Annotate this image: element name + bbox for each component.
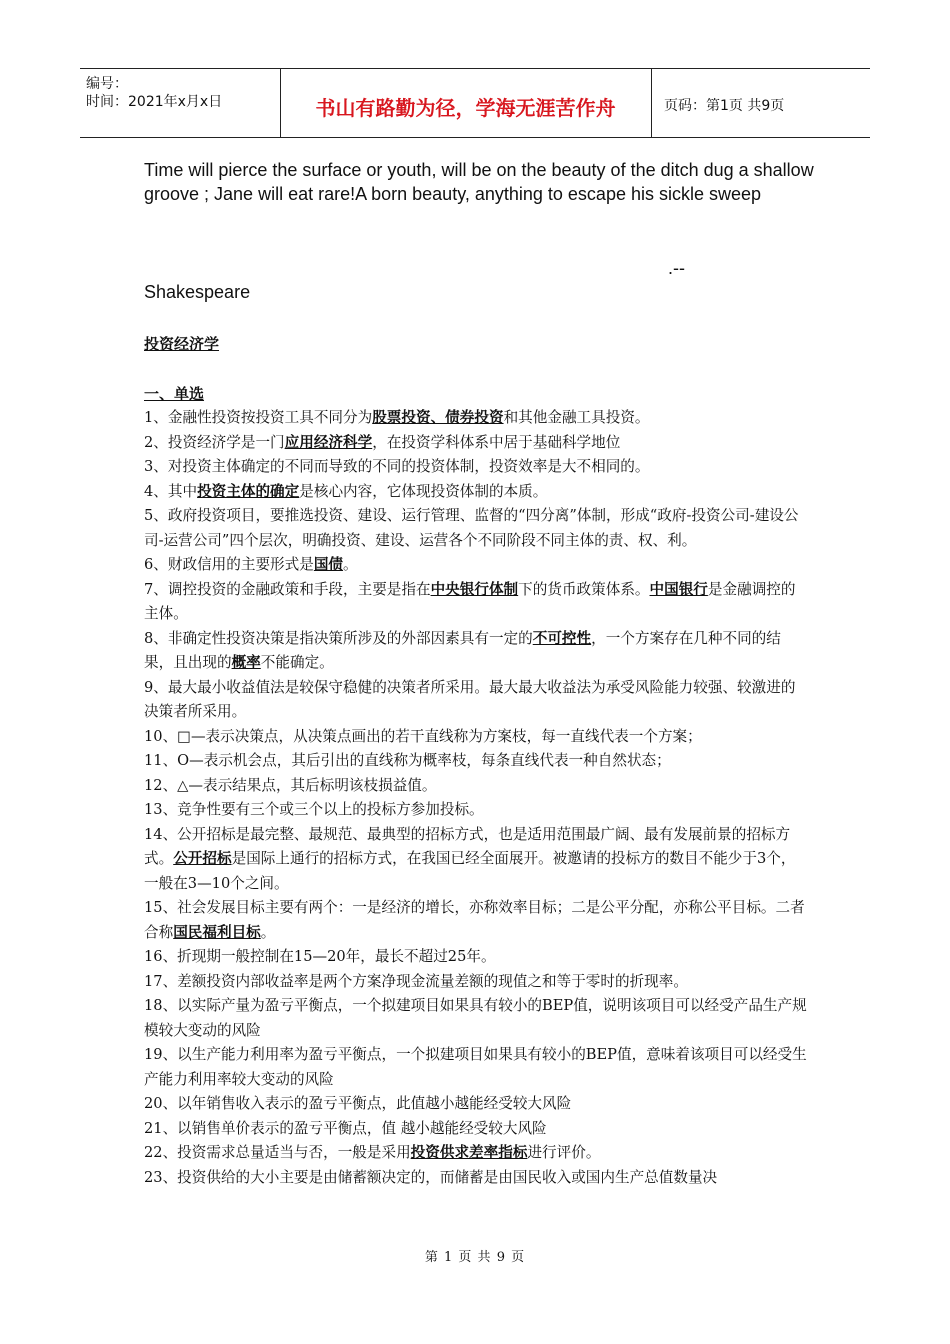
item-text: 10、□—表示决策点，从决策点画出的若干直线称为方案枝，每一直线代表一个方案； xyxy=(144,727,702,745)
list-item xyxy=(144,970,809,995)
list-item xyxy=(144,749,809,774)
item-text: 19、以生产能力利用率为盈亏平衡点，一个拟建项目如果具有较小的BEP值，意味着该项目可以经受生产能力利用率较大变动的风险 xyxy=(144,1046,807,1088)
key-term: 中国银行 xyxy=(649,580,708,598)
list-item xyxy=(144,1092,809,1117)
header-motto: 书山有路勤为径，学海无涯苦作舟 xyxy=(280,69,652,137)
key-term: 公开招标 xyxy=(173,850,232,867)
list-item xyxy=(144,455,809,480)
list-item xyxy=(144,504,809,553)
item-text: 。 xyxy=(260,923,276,941)
item-text: 13、竞争性要有三个或三个以上的投标方参加投标。 xyxy=(144,801,484,818)
key-term: 国民福利目标 xyxy=(173,923,261,941)
item-text: 17、差额投资内部收益率是两个方案净现金流量差额的现值之和等于零时的折现率。 xyxy=(144,972,688,990)
list-item xyxy=(144,480,809,505)
item-text: 进行评价。 xyxy=(527,1144,601,1161)
item-text: 下的货币政策体系。 xyxy=(518,580,650,598)
epigraph-dash: .-- xyxy=(668,258,685,278)
epigraph-author: Shakespeare xyxy=(144,282,251,302)
list-item xyxy=(144,406,809,431)
list-item xyxy=(144,896,809,945)
list-item xyxy=(144,431,809,456)
item-text: 23、投资供给的大小主要是由储蓄额决定的，而储蓄是由国民收入或国内生产总值数量决 xyxy=(144,1168,718,1186)
key-term: 不可控性 xyxy=(532,629,592,647)
item-text: 是核心内容，它体现投资体制的本质。 xyxy=(299,482,548,500)
key-term: 投资供求差率指标 xyxy=(410,1144,528,1161)
list-item xyxy=(144,994,809,1043)
item-text: 21、以销售单价表示的盈亏平衡点，值 越小越能经受较大风险 xyxy=(144,1119,547,1137)
list-item xyxy=(144,1117,809,1142)
list-item xyxy=(144,627,809,676)
list-item xyxy=(144,823,809,897)
list-item xyxy=(144,774,809,799)
list-item xyxy=(144,676,809,725)
question-list xyxy=(144,406,809,1190)
list-item xyxy=(144,798,809,823)
key-term: 概率 xyxy=(231,654,261,671)
item-text: 是金融调控的主体。 xyxy=(144,580,796,622)
list-item xyxy=(144,945,809,970)
list-item xyxy=(144,1141,809,1166)
item-text: 22、投资需求总量适当与否，一般是采用 xyxy=(144,1144,411,1161)
item-text: 和其他金融工具投资。 xyxy=(503,409,650,426)
item-text: ，在投资学科体系中居于基础科学地位 xyxy=(372,433,621,451)
list-item xyxy=(144,578,809,627)
list-item xyxy=(144,725,809,750)
document-title: 投资经济学 xyxy=(144,335,220,353)
item-text: 7、调控投资的金融政策和手段，主要是指在 xyxy=(144,580,431,598)
item-text: 20、以年销售收入表示的盈亏平衡点，此值越小越能经受较大风险 xyxy=(144,1095,572,1112)
item-text: 是国际上通行的招标方式，在我国已经全面展开。被邀请的投标方的数目不能少于3个，一般在3—10个之间。 xyxy=(144,850,796,892)
header-meta xyxy=(80,69,281,137)
item-text: 1、金融性投资按投资工具不同分为 xyxy=(144,409,373,426)
item-text: 8、非确定性投资决策是指决策所涉及的外部因素具有一定的 xyxy=(144,629,533,647)
item-text: 16、折现期一般控制在15—20年，最长不超过25年。 xyxy=(144,948,496,965)
section-heading: 一、单选 xyxy=(144,385,205,403)
item-text: 11、O—表示机会点，其后引出的直线称为概率枝，每条直线代表一种自然状态； xyxy=(144,752,671,769)
item-text: 14、公开招标是最完整、最规范、最典型的招标方式，也是适用范围最广阔、最有发展前景的招标方式。 xyxy=(144,825,791,867)
key-term: 国债 xyxy=(313,556,344,573)
header-page-number: 页码：第1页 共9页 xyxy=(664,98,785,114)
list-item xyxy=(144,553,809,578)
list-item xyxy=(144,1166,809,1191)
item-text: ，一个方案存在几种不同的结果，且出现的 xyxy=(144,629,781,671)
key-term: 股票投资、债券投资 xyxy=(372,409,504,426)
item-text: 2、投资经济学是一门 xyxy=(144,433,285,451)
item-text: 4、其中 xyxy=(144,482,198,500)
item-text: 15、社会发展目标主要有两个：一是经济的增长，亦称效率目标；二是公平分配，亦称公平目标。二者合称 xyxy=(144,899,805,941)
key-term: 投资主体的确定 xyxy=(197,482,300,500)
document-time-label: 时间：2021年x月x日 xyxy=(86,94,223,110)
item-text: 。 xyxy=(343,556,358,573)
page-header xyxy=(80,68,870,138)
item-text: 6、财政信用的主要形式是 xyxy=(144,556,314,573)
item-text: 12、△—表示结果点，其后标明该枝损益值。 xyxy=(144,776,437,794)
epigraph-quote: Time will pierce the surface or youth, will be on the beauty of the ditch dug a shallow groove ; Jane will eat rare!A born beauty, anything to escape his sickle sweep xyxy=(144,160,814,204)
item-text: 3、对投资主体确定的不同而导致的不同的投资体制，投资效率是大不相同的。 xyxy=(144,458,650,475)
item-text: 18、以实际产量为盈亏平衡点，一个拟建项目如果具有较小的BEP值，说明该项目可以经受产品生产规模较大变动的风险 xyxy=(144,997,807,1039)
page-footer: 第 1 页 共 9 页 xyxy=(424,1250,526,1265)
item-text: 不能确定。 xyxy=(260,654,334,671)
key-term: 中央银行体制 xyxy=(430,580,519,598)
item-text: 5、政府投资项目，要推选投资、建设、运行管理、监督的“四分离”体制，形成“政府-投资公司-建设公司-运营公司”四个层次，明确投资、建设、运营各个不同阶段不同主体的责、权、利。 xyxy=(144,507,799,549)
list-item xyxy=(144,1043,809,1092)
item-text: 9、最大最小收益值法是较保守稳健的决策者所采用。最大最大收益法为承受风险能力较强、较激进的决策者所采用。 xyxy=(144,678,796,720)
key-term: 应用经济科学 xyxy=(284,433,373,451)
document-number-label: 编号： xyxy=(86,76,128,92)
